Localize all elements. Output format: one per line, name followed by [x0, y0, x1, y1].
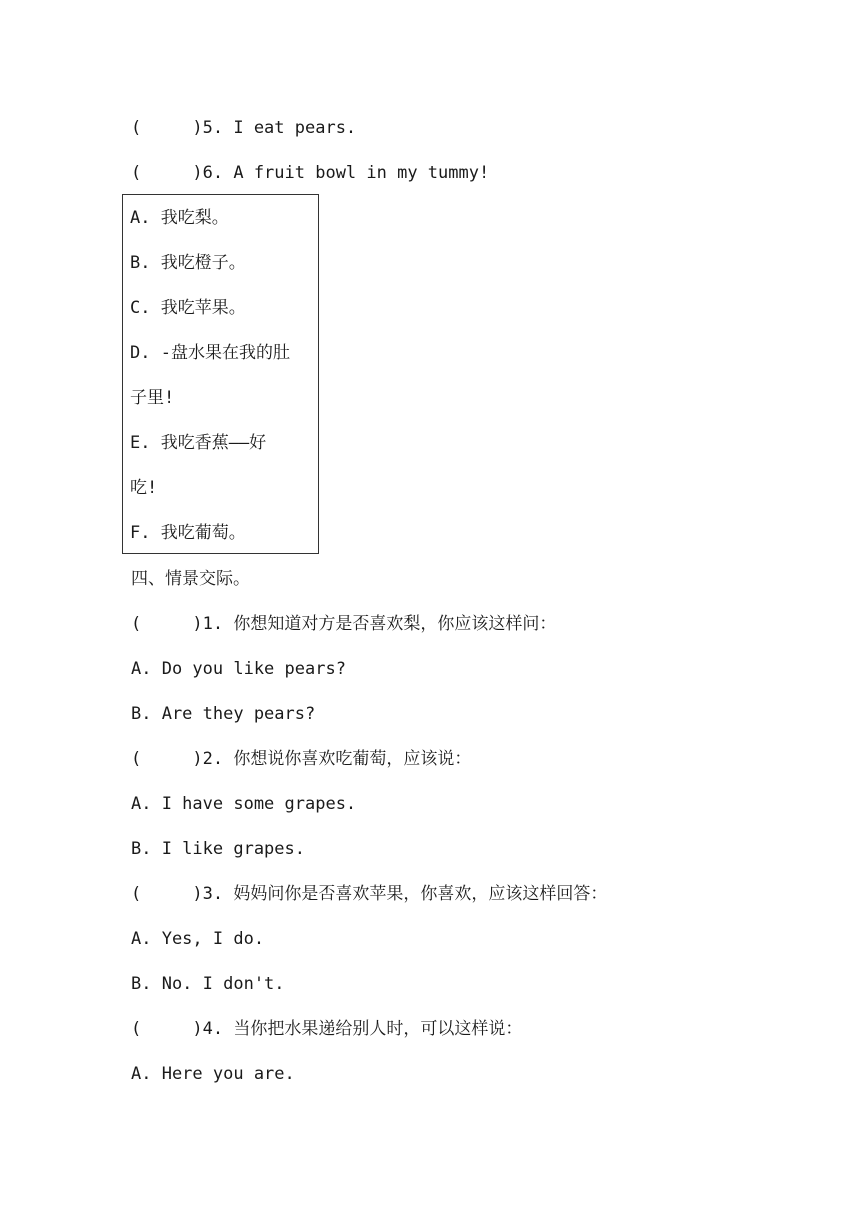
option-e-continued: 吃!: [130, 478, 158, 498]
question-5: ( )5. I eat pears.: [131, 118, 357, 138]
option-d-continued: 子里!: [130, 388, 175, 408]
option-c: C. 我吃苹果。: [130, 298, 246, 318]
section-heading: 四、情景交际。: [131, 569, 250, 589]
q2-choice-b: B. I like grapes.: [131, 839, 305, 859]
q1-choice-a: A. Do you like pears?: [131, 659, 346, 679]
option-b: B. 我吃橙子。: [130, 253, 246, 273]
situational-question-2: ( )2. 你想说你喜欢吃葡萄，应该说：: [131, 749, 472, 769]
q1-choice-b: B. Are they pears?: [131, 704, 316, 724]
option-e: E. 我吃香蕉——好: [130, 433, 267, 453]
option-a: A. 我吃梨。: [130, 208, 229, 228]
q4-choice-a: A. Here you are.: [131, 1064, 295, 1084]
option-d: D. -盘水果在我的肚: [130, 343, 290, 363]
q3-choice-a: A. Yes, I do.: [131, 929, 265, 949]
q2-choice-a: A. I have some grapes.: [131, 794, 357, 814]
question-6: ( )6. A fruit bowl in my tummy!: [131, 163, 490, 183]
q3-choice-b: B. No. I don't.: [131, 974, 285, 994]
answer-options-box: [122, 194, 319, 554]
situational-question-1: ( )1. 你想知道对方是否喜欢梨，你应该这样问：: [131, 614, 557, 634]
situational-question-4: ( )4. 当你把水果递给别人时，可以这样说：: [131, 1019, 523, 1039]
situational-question-3: ( )3. 妈妈问你是否喜欢苹果，你喜欢，应该这样回答：: [131, 884, 608, 904]
option-f: F. 我吃葡萄。: [130, 523, 246, 543]
